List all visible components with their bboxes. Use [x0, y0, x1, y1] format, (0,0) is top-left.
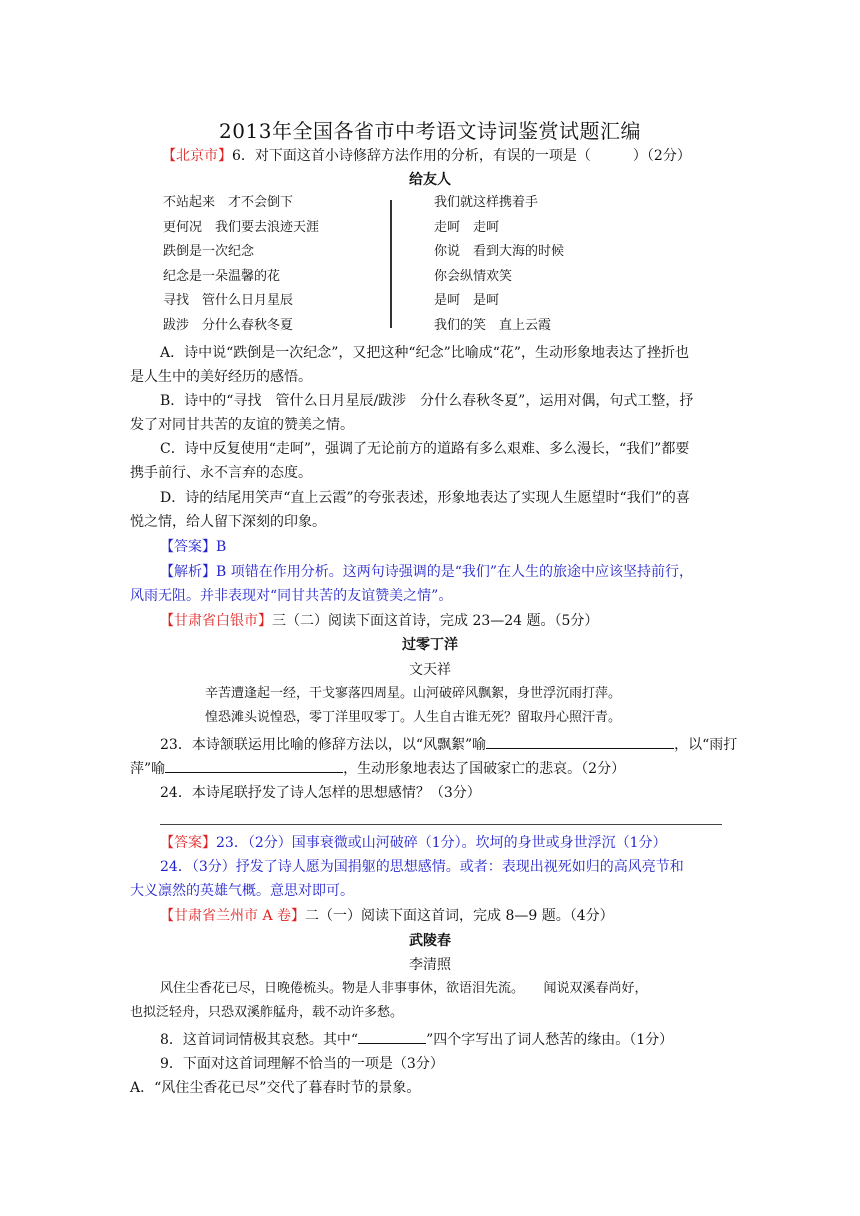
- answer-6: [160, 537, 226, 557]
- question-8: [160, 1029, 673, 1050]
- poem-line: 不站起来 才不会倒下: [163, 195, 294, 210]
- poem-left-column: [163, 194, 319, 341]
- answer-value: B: [216, 539, 227, 555]
- poem-line: 我们的笑 直上云霞: [434, 317, 552, 333]
- answer-23: [160, 833, 667, 853]
- question-23-intro: 三（二）阅读下面这首诗，完成 23—24 题。（5分）: [272, 613, 599, 629]
- q8-text-b: ”四个字写出了词人愁苦的缘由。（1分）: [426, 1032, 674, 1048]
- answer-blank[interactable]: [358, 1029, 426, 1044]
- region-tag-lanzhou: 【甘肃省兰州市 A 卷】: [160, 908, 306, 924]
- option-c-line1: C．诗中反复使用“走呵”，强调了无论前方的道路有多么艰难、多么漫长，“我们”都要: [160, 441, 690, 457]
- poem-line: 更何况 我们要去浪迹天涯: [163, 219, 320, 235]
- poem-line: 风住尘香花已尽，日晚倦梳头。物是人非事事休，欲语泪先流。 闻说双溪春尚好，: [160, 981, 648, 996]
- answer-23-text: 23．（2分）国事衰微或山河破碎（1分）。坎坷的身世或身世浮沉（1分）: [216, 835, 667, 851]
- answer-24-line1: 24．（3分）抒发了诗人愿为国捐躯的思想感情。或者：表现出视死如归的高风亮节和: [160, 859, 684, 875]
- poem-line: 跋涉 分什么春秋冬夏: [163, 317, 294, 333]
- option-a-line1: A．诗中说“跌倒是一次纪念”，又把这种“纪念”比喻成“花”，生动形象地表达了挫折也: [160, 345, 690, 361]
- poem-line: 你说 看到大海的时候: [434, 244, 565, 259]
- question-8-intro: 二（一）阅读下面这首词，完成 8—9 题。（4分）: [305, 908, 614, 924]
- poem-author-li-qing-zhao: 李清照: [409, 957, 451, 973]
- option-d-line1: D．诗的结尾用笑声“直上云霞”的夸张表述，形象地表达了实现人生愿望时“我们”的喜: [160, 490, 690, 506]
- option-b-line2: 发了对同甘共苦的友谊的赞美之情。: [130, 417, 354, 433]
- poem-line: 惶恐滩头说惶恐，零丁洋里叹零丁。人生自古谁无死？留取丹心照汗青。: [205, 710, 622, 725]
- poem-line: 走呵 走呵: [434, 219, 500, 235]
- poem-line: 跌倒是一次纪念: [163, 244, 255, 259]
- analysis-text: B 项错在作用分析。这两句诗强调的是“我们”在人生的旅途中应该坚持前行，: [216, 564, 694, 580]
- answer-tag: 【答案】: [160, 835, 216, 851]
- poem-title-gei-you-ren: 给友人: [409, 172, 451, 188]
- analysis-6-line1: [160, 562, 693, 582]
- answer-blank[interactable]: [165, 758, 343, 773]
- document-title: 2013年全国各省市中考语文诗词鉴赏试题汇编: [219, 119, 641, 143]
- option-c-line2: 携手前行、永不言弃的态度。: [130, 465, 312, 481]
- q8-text-a: 8．这首词词情极其哀愁。其中“: [160, 1032, 359, 1048]
- question-6-text: 6．对下面这首小诗修辞方法作用的分析，有误的一项是（ ）（2分）: [232, 148, 691, 164]
- poem-author-wen-tian-xiang: 文天祥: [409, 662, 451, 678]
- answer-tag: 【答案】: [160, 539, 216, 555]
- question-23-line2: [130, 758, 625, 779]
- option-d-line2: 悦之情，给人留下深刻的印象。: [130, 514, 326, 530]
- question-8-header: [160, 906, 614, 926]
- region-tag-baiyin: 【甘肃省白银市】: [160, 613, 272, 629]
- option-a-line2: 是人生中的美好经历的感悟。: [130, 369, 312, 385]
- answer-24-line2: 大义凛然的英雄气概。意思对即可。: [130, 883, 354, 899]
- answer-blank[interactable]: [486, 734, 674, 749]
- analysis-tag: 【解析】: [160, 564, 216, 580]
- poem-line: 纪念是一朵温馨的花: [163, 268, 281, 284]
- poem-line: 是呵 是呵: [434, 293, 500, 308]
- poem-divider: [390, 200, 392, 328]
- poem-title-guo-ling-ding-yang: 过零丁洋: [402, 637, 458, 653]
- poem-line: 我们就这样携着手: [434, 195, 539, 210]
- analysis-6-line2: 风雨无阻。并非表现对“同甘共苦的友谊赞美之情”。: [130, 588, 453, 604]
- question-23-line1: [160, 734, 737, 755]
- poem-title-wu-ling-chun: 武陵春: [409, 933, 451, 949]
- question-23-header: [160, 611, 598, 631]
- option-b-line1: B．诗中的“寻找 管什么日月星辰/跋涉 分什么春秋冬夏”，运用对偶，句式工整，抒: [160, 393, 694, 409]
- q23-text-d: ，生动形象地表达了国破家亡的悲哀。（2分）: [343, 761, 626, 777]
- poem-right-column: [434, 194, 564, 341]
- poem-line: 你会纵情欢笑: [434, 268, 513, 284]
- poem-line: 辛苦遭逢起一经，干戈寥落四周星。山河破碎风飘絮，身世浮沉雨打萍。: [205, 686, 622, 701]
- question-24: 24．本诗尾联抒发了诗人怎样的思想感情？（3分）: [160, 785, 481, 801]
- question-9: 9．下面对这首词理解不恰当的一项是（3分）: [160, 1056, 444, 1072]
- poem-line: 也拟泛轻舟，只恐双溪舴艋舟，载不动许多愁。: [130, 1005, 404, 1020]
- q23-text-a: 23．本诗颔联运用比喻的修辞方法以，以“风飘絮”喻: [160, 737, 487, 753]
- poem-line: 寻找 管什么日月星辰: [163, 293, 294, 308]
- q23-text-b: ，以“雨打: [674, 737, 738, 753]
- question-9-option-a: A．“风住尘香花已尽”交代了暮春时节的景象。: [130, 1080, 421, 1096]
- region-tag-beijing: 【北京市】: [162, 148, 232, 164]
- q23-text-c: 萍”喻: [130, 761, 166, 777]
- question-6-header: [162, 146, 691, 166]
- answer-line[interactable]: [160, 824, 722, 825]
